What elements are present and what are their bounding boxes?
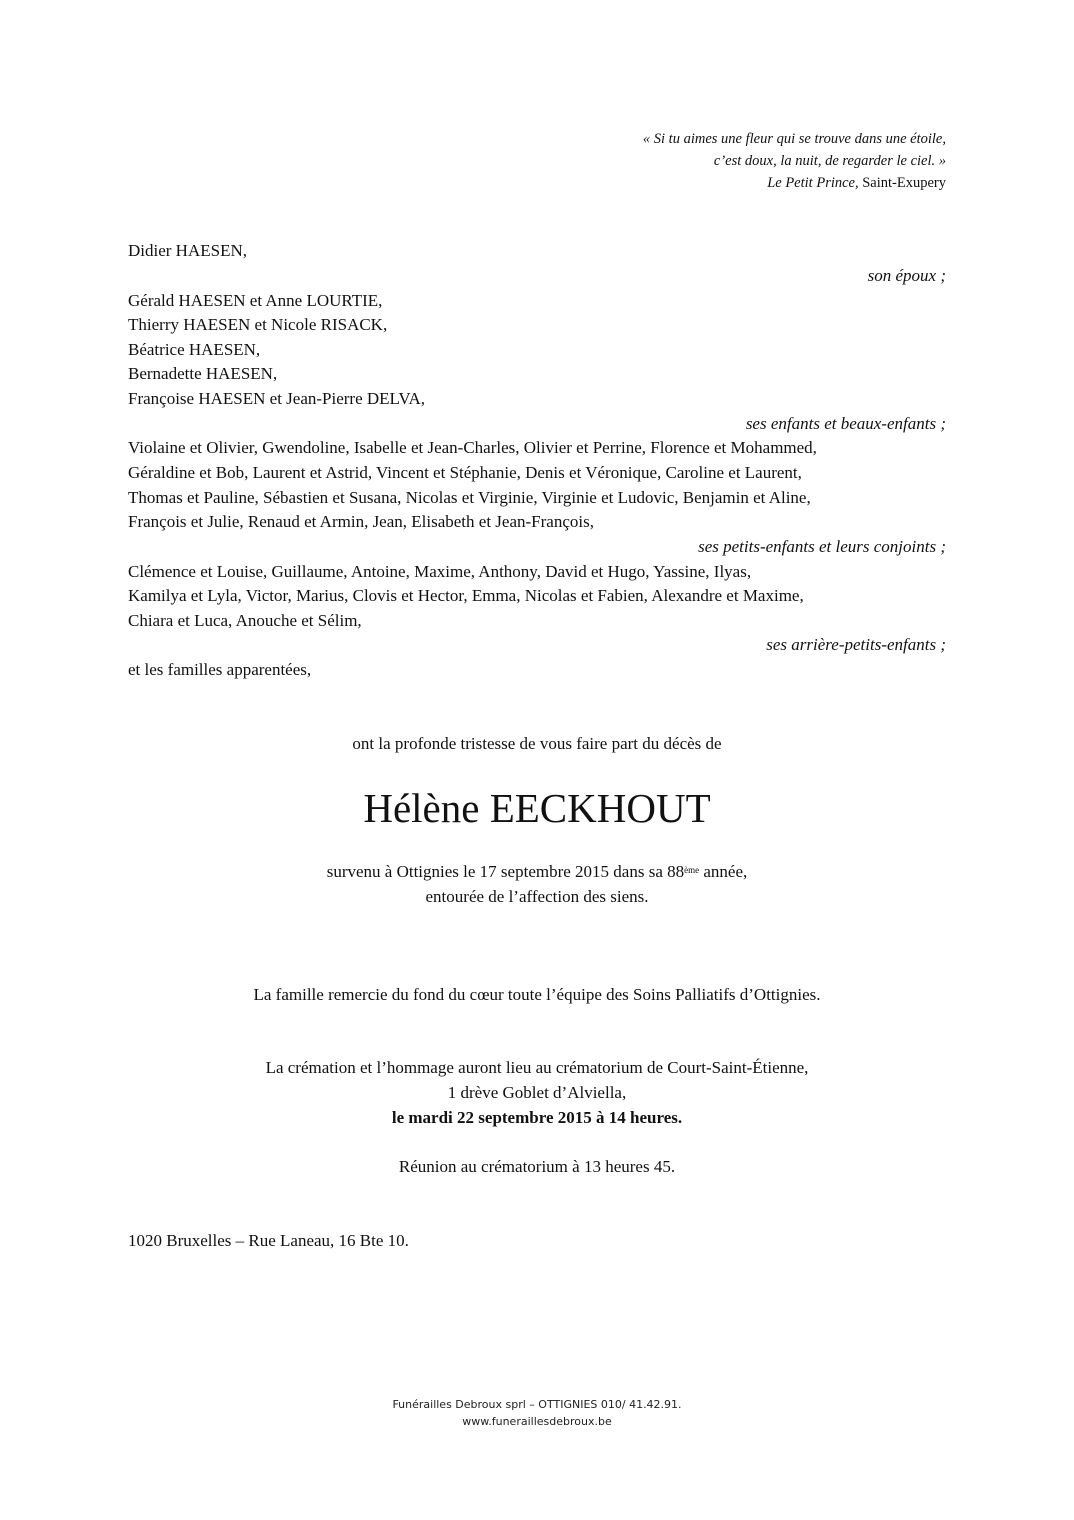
death-details bbox=[0, 860, 1074, 885]
ceremony-address: 1 drève Goblet d’Alviella, bbox=[447, 1083, 627, 1102]
announcement-intro: ont la profonde tristesse de vous faire part du décès de bbox=[352, 734, 722, 753]
grandchildren-line: Thomas et Pauline, Sébastien et Susana, Nicolas et Virginie, Virginie et Ludovic, Benjamin et Aline, bbox=[128, 488, 811, 507]
surrounded-line: entourée de l’affection des siens. bbox=[425, 887, 649, 906]
thanks-line: La famille remercie du fond du cœur toute l’équipe des Soins Palliatifs d’Ottignies. bbox=[253, 985, 821, 1004]
ceremony-datetime: le mardi 22 septembre 2015 à 14 heures. bbox=[391, 1108, 683, 1127]
great-grandchildren-line: Kamilya et Lyla, Victor, Marius, Clovis et Hector, Emma, Nicolas et Fabien, Alexandre et Maxime, bbox=[128, 586, 804, 605]
great-grandchildren-line: Clémence et Louise, Guillaume, Antoine, Maxime, Anthony, David et Hugo, Yassine, Ilyas, bbox=[128, 562, 752, 581]
gathering-line: Réunion au crématorium à 13 heures 45. bbox=[398, 1157, 676, 1176]
child-line: Thierry HAESEN et Nicole RISACK, bbox=[128, 315, 388, 334]
epigraph-line-2: c’est doux, la nuit, de regarder le ciel. » bbox=[713, 153, 946, 169]
death-details-ordinal: ème bbox=[684, 865, 700, 875]
spouse-name: Didier HAESEN, bbox=[128, 241, 247, 260]
great-grandchildren-line: Chiara et Luca, Anouche et Sélim, bbox=[128, 611, 362, 630]
epigraph-source-author: Saint-Exupery bbox=[858, 175, 946, 191]
relatives-line: et les familles apparentées, bbox=[128, 660, 312, 679]
grandchildren-line: Géraldine et Bob, Laurent et Astrid, Vincent et Stéphanie, Denis et Véronique, Caroline et Laurent, bbox=[128, 463, 802, 482]
death-details-prefix: survenu à Ottignies le 17 septembre 2015 dans sa 88 bbox=[326, 862, 685, 881]
deceased-name: Hélène EECKHOUT bbox=[363, 785, 711, 831]
home-address: 1020 Bruxelles – Rue Laneau, 16 Bte 10. bbox=[128, 1231, 409, 1250]
footer-website: www.funeraillesdebroux.be bbox=[462, 1415, 612, 1428]
spouse-role: son époux ; bbox=[867, 266, 946, 285]
child-line: Gérald HAESEN et Anne LOURTIE, bbox=[128, 291, 383, 310]
grandchildren-line: Violaine et Olivier, Gwendoline, Isabelle et Jean-Charles, Olivier et Perrine, Florence et Mohammed, bbox=[128, 438, 817, 457]
child-line: Françoise HAESEN et Jean-Pierre DELVA, bbox=[128, 389, 425, 408]
epigraph-source bbox=[767, 172, 946, 194]
grandchildren-line: François et Julie, Renaud et Armin, Jean, Elisabeth et Jean-François, bbox=[128, 512, 594, 531]
epigraph-line-1: « Si tu aimes une fleur qui se trouve dans une étoile, bbox=[642, 131, 946, 147]
footer-company: Funérailles Debroux sprl – OTTIGNIES 010/ 41.42.91. bbox=[392, 1398, 682, 1411]
child-line: Bernadette HAESEN, bbox=[128, 364, 278, 383]
child-line: Béatrice HAESEN, bbox=[128, 340, 261, 359]
epigraph-source-title: Le Petit Prince, bbox=[767, 175, 859, 191]
great-grandchildren-role: ses arrière-petits-enfants ; bbox=[766, 635, 946, 654]
children-role: ses enfants et beaux-enfants ; bbox=[745, 414, 946, 433]
death-details-suffix: année, bbox=[699, 862, 748, 881]
grandchildren-role: ses petits-enfants et leurs conjoints ; bbox=[698, 537, 946, 556]
ceremony-line: La crémation et l’hommage auront lieu au crématorium de Court-Saint-Étienne, bbox=[265, 1058, 809, 1077]
